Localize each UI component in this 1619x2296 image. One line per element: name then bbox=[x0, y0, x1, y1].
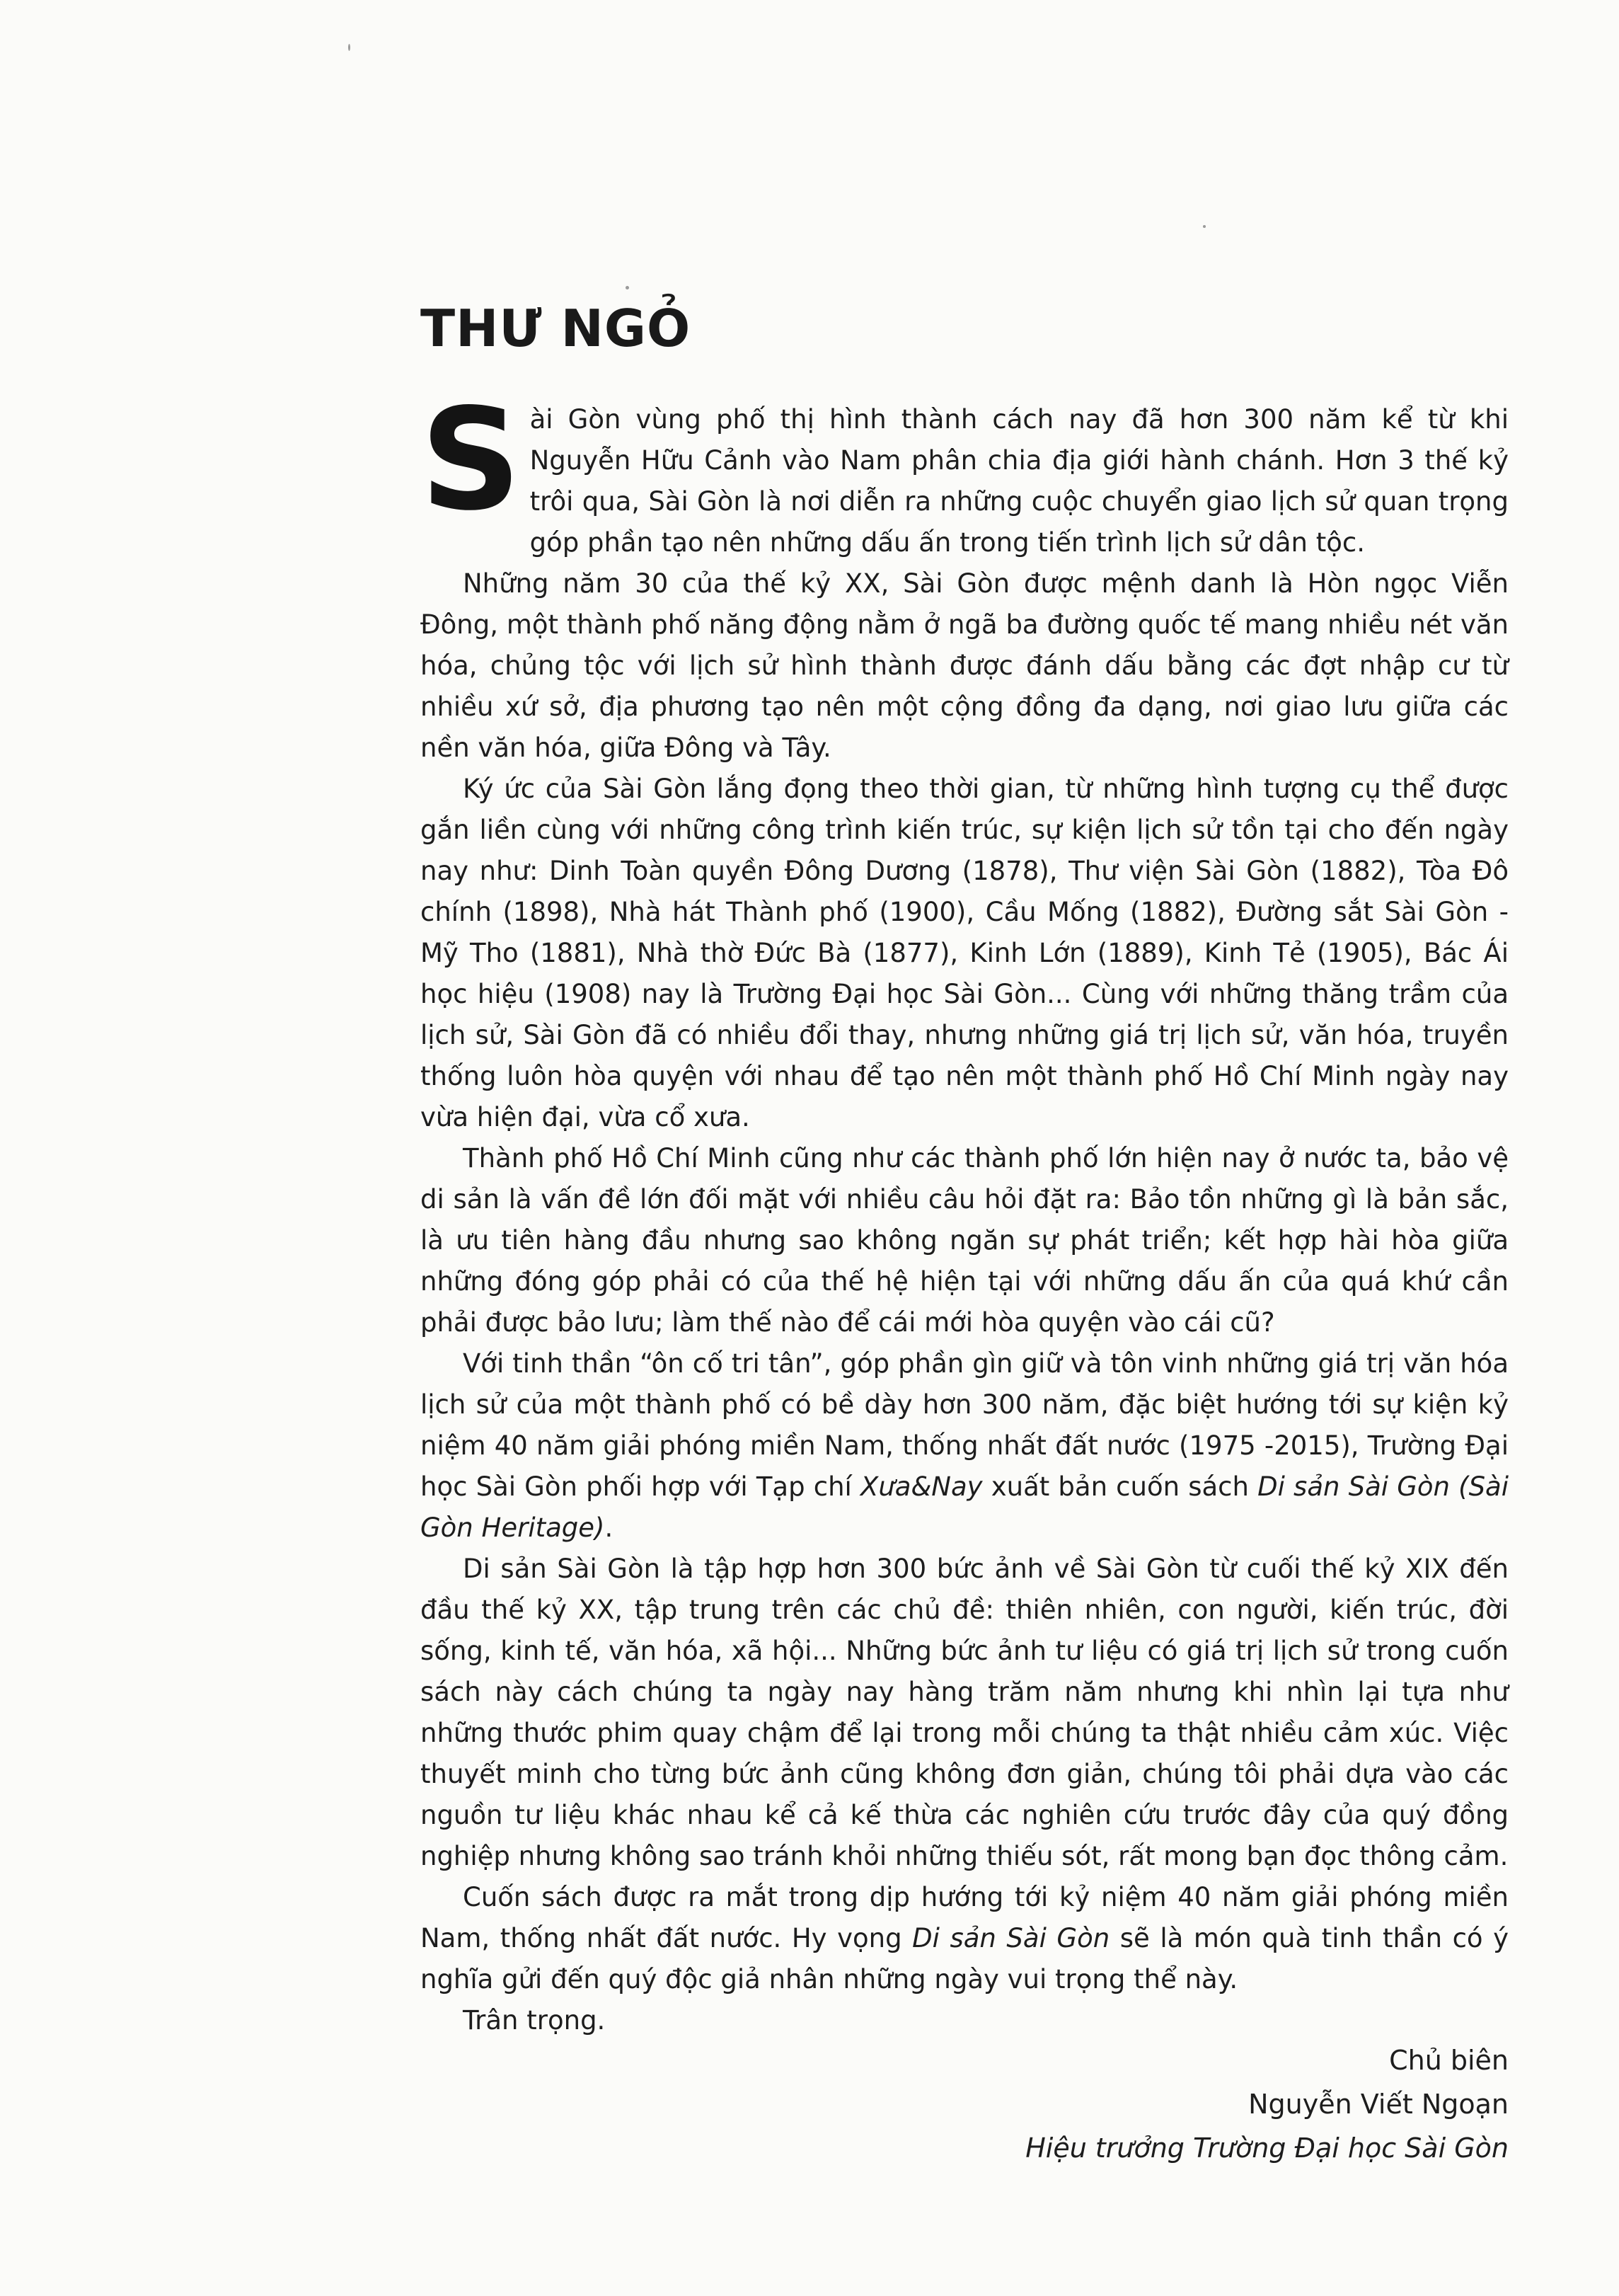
drop-cap-letter: S bbox=[420, 378, 522, 541]
magazine-name: Xưa&Nay bbox=[860, 1471, 983, 1502]
page-title: THƯ NGỎ bbox=[420, 299, 691, 358]
paragraph-2: Những năm 30 của thế kỷ XX, Sài Gòn được mệnh danh là Hòn ngọc Viễn Đông, một thành phố năng động nằm ở ngã ba đường quốc tế mang nhiều nét văn hóa, chủng tộc với lịch sử hình thành được đánh dấu bằng các đợt nhập cư từ nhiều xứ sở, địa phương tạo nên một cộng đồng đa dạng, nơi giao lưu giữa các nền văn hóa, giữa Đông và Tây. bbox=[420, 568, 1509, 763]
book-title-short: Di sản Sài Gòn bbox=[912, 1923, 1110, 1953]
paragraph-1-text: ài Gòn vùng phố thị hình thành cách nay đã hơn 300 năm kể từ khi Nguyễn Hữu Cảnh vào Nam phân chia địa giới hành chánh. Hơn 3 thế kỷ trôi qua, Sài Gòn là nơi diễn ra những cuộc chuyển giao lịch sử quan trọng góp phần tạo nên những dấu ấn trong tiến trình lịch sử dân tộc. bbox=[529, 404, 1509, 558]
paragraph-3: Ký ức của Sài Gòn lắng đọng theo thời gian, từ những hình tượng cụ thể được gắn liền cùng với những công trình kiến trúc, sự kiện lịch sử tồn tại cho đến ngày nay như: Dinh Toàn quyền Đông Dương (1878), Thư viện Sài Gòn (1882), Tòa Đô chính (1898), Nhà hát Thành phố (1900), Cầu Mống (1882), Đường sắt Sài Gòn - Mỹ Tho (1881), Nhà thờ Đức Bà (1877), Kinh Lớn (1889), Kinh Tẻ (1905), Bác Ái học hiệu (1908) nay là Trường Đại học Sài Gòn... Cùng với những thăng trầm của lịch sử, Sài Gòn đã có nhiều đổi thay, nhưng những giá trị lịch sử, văn hóa, truyền thống luôn hòa quyện với nhau để tạo nên một thành phố Hồ Chí Minh ngày nay vừa hiện đại, vừa cổ xưa. bbox=[420, 774, 1509, 1132]
paper-speck bbox=[348, 44, 350, 51]
paragraph-1 bbox=[420, 378, 1509, 563]
paragraph-7 bbox=[420, 1877, 1509, 2000]
signature-role: Chủ biên bbox=[1389, 2045, 1509, 2076]
paragraph-5-text-b: xuất bản cuốn sách bbox=[982, 1471, 1258, 1502]
paragraph-5 bbox=[420, 1343, 1509, 1549]
paper-speck bbox=[1203, 225, 1206, 228]
paragraph-4: Thành phố Hồ Chí Minh cũng như các thành phố lớn hiện nay ở nước ta, bảo vệ di sản là vấn đề lớn đối mặt với nhiều câu hỏi đặt ra: Bảo tồn những gì là bản sắc, là ưu tiên hàng đầu nhưng sao không ngăn sự phát triển; kết hợp hài hòa giữa những đóng góp phải có của thế hệ hiện tại với những dấu ấn của quá khứ cần phải được bảo lưu; làm thế nào để cái mới hòa quyện vào cái cũ? bbox=[420, 1143, 1509, 1338]
paragraph-7-text-a: Cuốn sách được ra mắt trong dịp hướng tới kỷ niệm 40 năm giải phóng miền Nam, thống nhất đất nước. Hy vọng bbox=[420, 1882, 1509, 1953]
paragraph-6: Di sản Sài Gòn là tập hợp hơn 300 bức ảnh về Sài Gòn từ cuối thế kỷ XIX đến đầu thế kỷ XX, tập trung trên các chủ đề: thiên nhiên, con người, kiến trúc, đời sống, kinh tế, văn hóa, xã hội... Những bức ảnh tư liệu có giá trị lịch sử trong cuốn sách này cách chúng ta ngày nay hàng trăm năm nhưng khi nhìn lại tựa như những thước phim quay chậm để lại trong mỗi chúng ta thật nhiều cảm xúc. Việc thuyết minh cho từng bức ảnh cũng không đơn giản, chúng tôi phải dựa vào các nguồn tư liệu khác nhau kể cả kế thừa các nghiên cứu trước đây của quý đồng nghiệp nhưng không sao tránh khỏi những thiếu sót, rất mong bạn đọc thông cảm. bbox=[420, 1554, 1509, 1871]
paper-speck bbox=[626, 286, 629, 289]
closing-line: Trân trọng. bbox=[463, 2005, 606, 2036]
signature-name: Nguyễn Viết Ngoạn bbox=[1248, 2089, 1509, 2120]
paragraph-5-text-a: Với tinh thần “ôn cố tri tân”, góp phần gìn giữ và tôn vinh những giá trị văn hóa lịch sử của một thành phố có bề dày hơn 300 năm, đặc biệt hướng tới sự kiện kỷ niệm 40 năm giải phóng miền Nam, thống nhất đất nước (1975 -2015), Trường Đại học Sài Gòn phối hợp với Tạp chí bbox=[420, 1348, 1509, 1502]
book-title: Di sản Sài Gòn (Sài Gòn Heritage) bbox=[420, 1471, 1509, 1543]
paragraph-7-text-b: sẽ là món quà tinh thần có ý nghĩa gửi đến quý độc giả nhân những ngày vui trọng thể này. bbox=[420, 1923, 1509, 1994]
signature-block bbox=[1025, 2038, 1509, 2170]
letter-body bbox=[420, 378, 1509, 2041]
signature-title: Hiệu trưởng Trường Đại học Sài Gòn bbox=[1025, 2133, 1509, 2164]
paragraph-5-text-c: . bbox=[604, 1513, 613, 1543]
